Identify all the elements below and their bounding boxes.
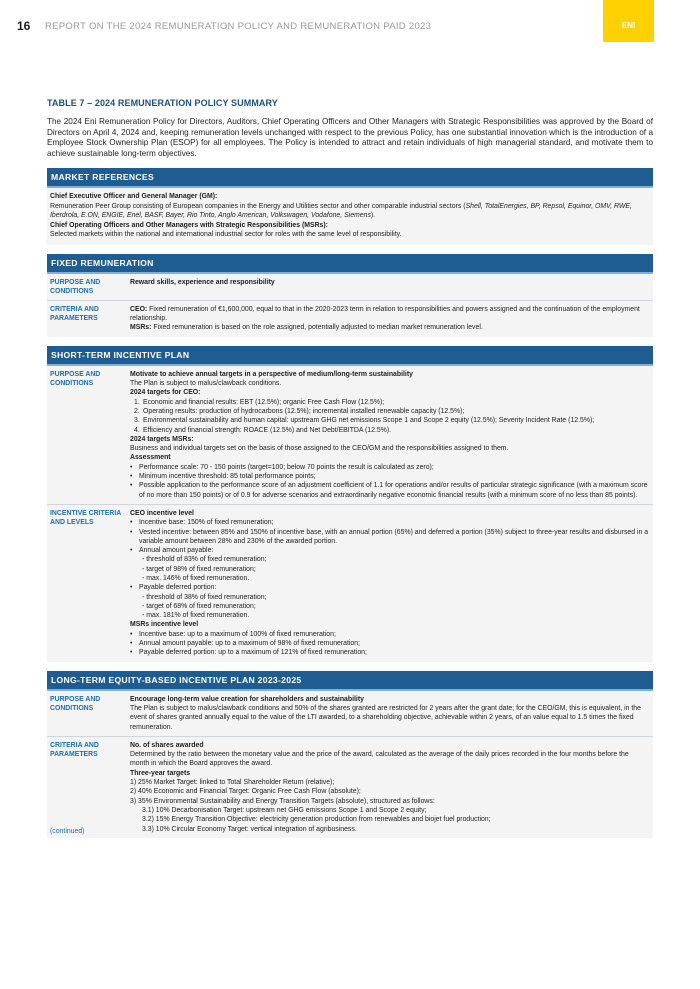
intro-paragraph: The 2024 Eni Remuneration Policy for Directors, Auditors, Chief Operating Officers and Other Managers with Strategic Responsibilities was approved by the Board of Directors on April 4, 2024 and, keeping remuneration levels unchanged with respect to the previous Policy, has one substantial innovation which is the introduction of a Employee Stock Ownership Plan (ESOP) for all employees. The Policy is intended to attract and retain individuals of high managerial standard, and motivate them to achieve sustainable long-term objectives. (47, 117, 653, 158)
list-item: • Vested incentive: between 85% and 150% of incentive base, with an annual portion (65%) and deferred a portion (35%) subject to three-year results and disbursed in a variable amount between 28% and 230% of the awarded portion. (130, 528, 649, 545)
purpose-text: Reward skills, experience and responsibility (130, 278, 275, 286)
shares-text: Determined by the ratio between the monetary value and the price of the award, calculated as the average of the daily prices recorded in the four months before the month in which the Board approves the award. (130, 751, 629, 768)
msr-market-text: Selected markets within the national and international industrial sector for roles with the same level of responsibility. (50, 231, 402, 239)
ceo-fixed-text: CEO: Fixed remuneration of €1,600,000, equal to that in the 2020-2023 term in relation to responsibilities and powers assigned and the continuation of the employment relationship. (130, 305, 640, 323)
list-item: 1. Economic and financial results: EBT (12.5%); organic Free Cash Flow (12.5%); (134, 398, 385, 406)
list-item: 4. Efficiency and financial strength: ROACE (12.5%) and Net Debt/EBITDA (12.5%). (134, 426, 392, 434)
list-item: • Payable deferred portion: (130, 584, 217, 592)
assessment-heading: Assessment (130, 454, 171, 462)
row-label: PURPOSE AND CONDITIONS (50, 695, 101, 712)
sti-motivate: Motivate to achieve annual targets in a perspective of medium/long-term sustainability (130, 370, 413, 378)
brand-tab (603, 0, 654, 42)
list-item: 3.2) 15% Energy Transition Objective: electricity generation production from renewables and biojet fuel production; (142, 816, 491, 824)
ceo-market-heading: Chief Executive Officer and General Manager (GM): (50, 193, 218, 201)
table-row (47, 301, 653, 337)
list-item: 3) 35% Environmental Sustainability and Energy Transition Targets (absolute), structured as follows: (130, 797, 435, 805)
fixed-remuneration-section (47, 254, 653, 337)
list-item: • Incentive base: up to a maximum of 100% of fixed remuneration; (130, 630, 336, 638)
table-row (47, 505, 653, 662)
list-item: 3.3) 10% Circular Economy Target: vertical integration of agribusiness. (142, 825, 357, 833)
sti-subject: The Plan is subject to malus/clawback conditions. (130, 380, 282, 388)
table-row (47, 274, 653, 301)
continued-note: (continued) (50, 827, 85, 835)
list-item: 2. Operating results: production of hydrocarbons (12.5%); incremental installed renewable capacity (12.5%); (134, 407, 465, 415)
ceo-targets-heading: 2024 targets for CEO: (130, 389, 201, 397)
list-item: 3.1) 10% Decarbonisation Target: upstream net GHG emissions Scope 1 and Scope 2 equity; (142, 806, 427, 814)
table-row (47, 691, 653, 737)
section-heading: SHORT-TERM INCENTIVE PLAN (47, 346, 653, 366)
msr-market-heading: Chief Operating Officers and Other Managers with Strategic Responsibilities (MSRs): (50, 221, 328, 229)
ceo-level-heading: CEO incentive level (130, 509, 194, 517)
list-item: 3. Environmental sustainability and human capital: upstream GHG net emissions Scope 1 and Scope 2 equity (12.5%); Severity Incident Rate (12.5%); (134, 417, 595, 425)
msr-targets-text: Business and individual targets set on the basis of those assigned to the CEO/GM and the responsibilities assigned to them. (130, 445, 509, 453)
page-number: 16 (17, 19, 31, 33)
list-item: • Payable deferred portion: up to a maximum of 121% of fixed remuneration; (130, 649, 367, 657)
market-references-section (47, 168, 653, 245)
row-label: PURPOSE AND CONDITIONS (50, 370, 101, 387)
msr-level-heading: MSRs incentive level (130, 621, 199, 629)
report-title: REPORT ON THE 2024 REMUNERATION POLICY AND REMUNERATION PAID 2023 (45, 21, 432, 32)
list-item: - max. 181% of fixed remuneration. (142, 612, 250, 620)
row-label: INCENTIVE CRITERIA AND LEVELS (50, 509, 121, 526)
list-item: - max. 146% of fixed remuneration. (142, 575, 250, 582)
document-content (47, 98, 653, 838)
page-header (0, 0, 700, 44)
list-item: • Minimum incentive threshold: 85 total performance points; (130, 473, 316, 481)
lti-purpose-heading: Encourage long-term value creation for shareholders and sustainability (130, 695, 364, 703)
row-label: CRITERIA AND PARAMETERS (continued) (50, 741, 99, 835)
table-row (47, 366, 653, 505)
brand-logo-text: ENI (621, 21, 636, 30)
list-item: • Annual amount payable: up to a maximum of 98% of fixed remuneration; (130, 640, 361, 648)
list-item: 2) 40% Economic and Financial Target: Organic Free Cash Flow (absolute); (130, 788, 361, 796)
targets-heading: Three-year targets (130, 769, 191, 777)
list-item: 1) 25% Market Target: linked to Total Shareholder Return (relative); (130, 779, 335, 787)
list-item: • Annual amount payable: (130, 547, 214, 555)
list-item: • Incentive base: 150% of fixed remuneration; (130, 519, 274, 527)
list-item: • Possible application to the performance score of an adjustment coefficient of 1.1 for operations and/or results of particular strategic significance (with a maximum score of no more than 150 points) or of 0.9 for adverse scenarios and extraordinarily negative economic financial results (with a minimum score of no less than 85 points). (130, 482, 648, 499)
list-item: - threshold of 83% of fixed remuneration; (142, 556, 267, 564)
section-heading: LONG-TERM EQUITY-BASED INCENTIVE PLAN 2023-2025 (47, 671, 653, 691)
section-heading: FIXED REMUNERATION (47, 254, 653, 274)
section-heading: MARKET REFERENCES (47, 168, 653, 188)
table-title: TABLE 7 – 2024 REMUNERATION POLICY SUMMARY (47, 98, 278, 108)
list-item: - target of 68% of fixed remuneration; (142, 602, 256, 610)
short-term-incentive-section (47, 346, 653, 662)
shares-heading: No. of shares awarded (130, 741, 204, 749)
msr-targets-heading: 2024 targets MSRs: (130, 435, 194, 443)
msr-fixed-text: MSRs: Fixed remuneration is based on the role assigned, potentially adjusted to median market remuneration level. (130, 324, 483, 332)
row-label: PURPOSE AND CONDITIONS (50, 278, 101, 295)
long-term-incentive-section (47, 671, 653, 838)
row-label: CRITERIA AND PARAMETERS (50, 305, 99, 322)
list-item: - target of 98% of fixed remuneration; (142, 565, 256, 573)
table-row (47, 737, 653, 838)
list-item: - threshold of 38% of fixed remuneration; (142, 593, 267, 601)
lti-purpose-text: The Plan is subject to malus/clawback conditions and 50% of the shares granted are restricted for 2 years after the grant date; for the CEO/GM, this is equivalent, in the event of shares granted annually equal to the value of the LTI awarded, to a shareholding objective, achievable within 2 years, of an value equal to 1.5 times the fixed remuneration. (130, 704, 641, 731)
ceo-market-text: Remuneration Peer Group consisting of European companies in the Energy and Utilities sector and other comparable industrial sectors (Shell, TotalEnergies, BP, Repsol, Equinor, OMV, RWE, Iberdrola, E.ON, ENGIE, Enel, BASF, Bayer, Rio Tinto, Anglo American, Volkswagen, Vodafone, Siemens). (50, 202, 632, 220)
list-item: • Performance scale: 70 - 150 points (target=100; below 70 points the result is calculated as zero); (130, 463, 434, 471)
